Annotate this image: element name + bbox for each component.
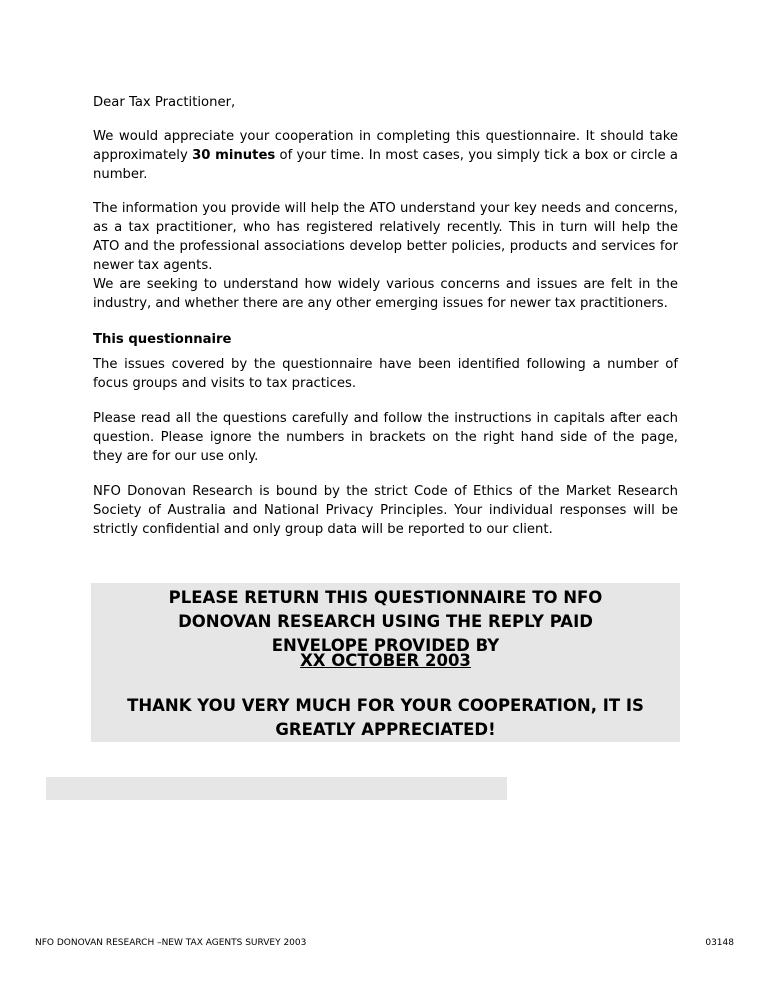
footer-survey-number: 03148 [705, 938, 734, 948]
thank-you-text: THANK YOU VERY MUCH FOR YOUR COOPERATION, IT IS GREATLY APPRECIATED! [127, 696, 644, 739]
aim-paragraph: We are seeking to understand how widely various concerns and issues are felt in the industry, and whether there are any other emerging issues for newer tax practitioners. [93, 277, 678, 311]
privacy-paragraph: NFO Donovan Research is bound by the strict Code of Ethics of the Market Research Society of Australia and National Privacy Principles. Your individual responses will be strictly confidential and only group data will be reported to our client. [93, 484, 678, 537]
return-deadline-date: XX OCTOBER 2003 [300, 651, 471, 670]
return-instruction-text: PLEASE RETURN THIS QUESTIONNAIRE TO NFO DONOVAN RESEARCH USING THE REPLY PAID ENVELOPE PROVIDED BY [168, 588, 603, 655]
duration-emphasis: 30 minutes [192, 148, 276, 163]
intro-text-start: We would appreciate your cooperation in completing this questionnaire. It should take approximately [93, 129, 678, 163]
blank-shaded-bar [46, 777, 507, 800]
intro-text-end: of your time. In most cases, you simply tick a box or circle a number. [93, 148, 678, 182]
intro-paragraph [93, 127, 678, 184]
footer-survey-title: NFO DONOVAN RESEARCH –NEW TAX AGENTS SURVEY 2003 [35, 938, 307, 948]
return-instructions-box [91, 583, 680, 742]
issues-paragraph: The issues covered by the questionnaire have been identified following a number of focus groups and visits to tax practices. [93, 357, 678, 391]
salutation: Dear Tax Practitioner, [93, 95, 236, 110]
instructions-paragraph: Please read all the questions carefully and follow the instructions in capitals after each question. Please ignore the numbers in brackets on the right hand side of the page, they are for our use only. [93, 411, 678, 464]
purpose-paragraph: The information you provide will help the ATO understand your key needs and concerns, as a tax practitioner, who has registered relatively recently. This in turn will help the ATO and the professional associations develop better policies, products and services for newer tax agents. [93, 201, 678, 273]
section-heading: This questionnaire [93, 332, 232, 347]
return-deadline [91, 649, 680, 673]
